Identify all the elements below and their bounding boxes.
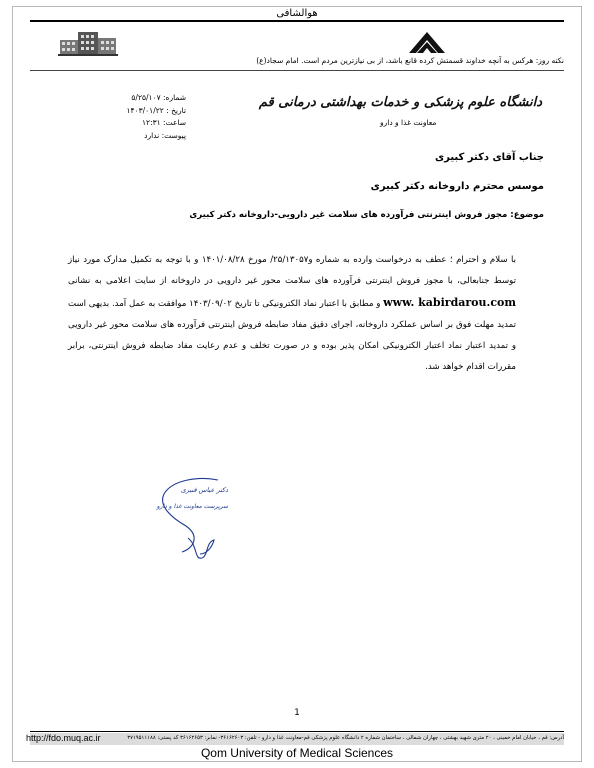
footer-rule bbox=[30, 731, 564, 732]
university-logo bbox=[408, 28, 446, 54]
body-part-1: با سلام و احترام ؛ عطف به درخواست وارده به شماره و۲۵/۱۳۰۵۷/ مورخ ۱۴۰۱/۰۸/۲۸ و با توجه به تکمیل مدارک مورد نیاز توسط جنابعالی، با مجوز فروش اینترنتی فرآورده های سلامت محور غیر دارویی در داروخانه از سایت اعلامی به نشانی bbox=[68, 255, 516, 286]
footer-address: آدرس: قم ، خیابان امام خمینی ، ۲۰ متری شهید بهشتی ، چهاران شمالی ، ساختمان شماره ۲ دانشگاه علوم پزشکی قم-معاونت غذا و دارو - تلفن: ۳۶۱۶۲۶۰۳- نمابر: ۳۶۱۶۲۶۵۳ کد پستی: ۳۷۱۹۵۱۱۱۸۸ bbox=[127, 735, 564, 741]
letter-date: تاریخ : ۱۴۰۳/۰۱/۲۲ bbox=[126, 105, 186, 115]
letter-attachment: پیوست: ندارد bbox=[144, 130, 186, 140]
letter-meta bbox=[96, 92, 186, 142]
signature bbox=[150, 474, 232, 566]
letter-body bbox=[68, 250, 516, 378]
quote-of-the-day: نکته روز: هرکس به آنچه خداوند قسمتش کرده قانع باشد، از بی نیازترین مردم است. امام سجاد(ع) bbox=[256, 56, 564, 65]
body-part-2: و مطابق با اعتبار نماد الکترونیکی تا تاریخ ۱۴۰۳/۰۹/۰۲ موافقت به عمل آمد. بدیهی است تمدید مهلت فوق بر اساس عملکرد داروخانه، اجرای دقیق مفاد ضابطه فروش اینترنتی فرآورده های سلامت محور غیر دارویی و تمدید اعتبار نماد اعتبار الکترونیکی امکان پذیر بوده و در صورت تخلف و عدم رعایت مفاد ضابطه فروش اینترنتی، برابر مقررات اقدام خواهد شد. bbox=[68, 299, 516, 372]
recipient-title: موسس محترم داروخانه دکتر کبیری bbox=[370, 181, 544, 192]
page-number: 1 bbox=[294, 708, 300, 718]
letter-time: ساعت: ۱۲:۳۱ bbox=[142, 118, 186, 127]
header-invocation: هوالشافی bbox=[0, 8, 594, 19]
department-name: معاونت غذا و دارو bbox=[380, 118, 437, 127]
svg-text:سرپرست معاونت غذا و دارو: سرپرست معاونت غذا و دارو bbox=[156, 503, 228, 510]
letter-number: شماره: ۵/۲۵/۱۰۷ bbox=[131, 93, 186, 102]
footer-university-en: Qom University of Medical Sciences bbox=[200, 746, 394, 760]
recipient-name: جناب آقای دکتر کبیری bbox=[434, 152, 544, 163]
website-link[interactable]: www. kabirdarou.com bbox=[383, 296, 517, 309]
university-building-icon bbox=[58, 28, 118, 56]
motto-rule bbox=[30, 70, 564, 71]
letter-subject: موضوع: مجوز فروش اینترنتی فرآورده های سلامت غیر دارویی-داروخانه دکتر کبیری bbox=[189, 210, 544, 220]
svg-text:دکتر عباس قنبری: دکتر عباس قنبری bbox=[180, 486, 228, 494]
footer-url[interactable]: http://fdo.muq.ac.ir bbox=[26, 733, 101, 743]
svg-text:دانشگاه علوم پزشکی و خدمات بهد: دانشگاه علوم پزشکی و خدمات بهداشتی درمانی قم bbox=[258, 95, 542, 110]
header-rule bbox=[30, 20, 564, 22]
university-name-calligraphy bbox=[258, 84, 548, 118]
